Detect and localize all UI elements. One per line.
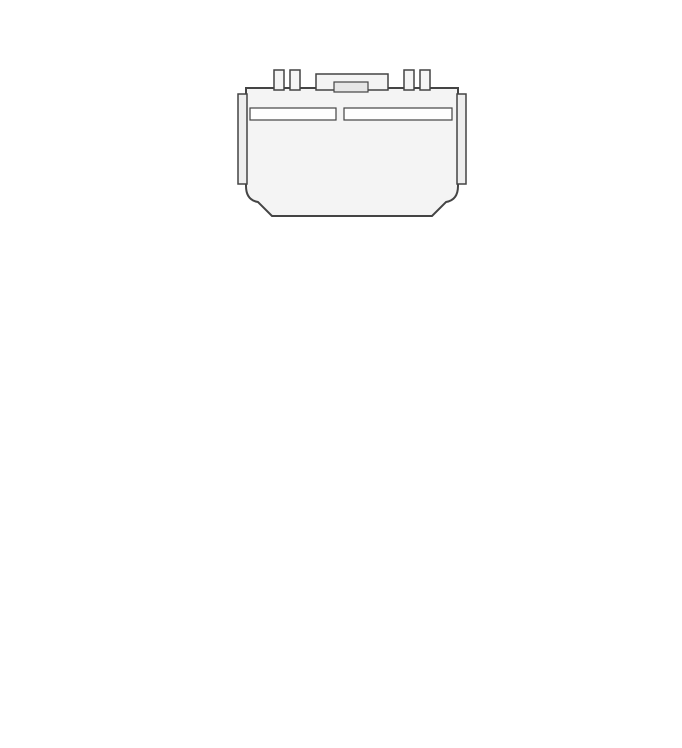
latch-right-1 (404, 70, 414, 90)
left-lock (238, 94, 247, 184)
right-lock (457, 94, 466, 184)
latch-center-inner (334, 82, 368, 92)
connector-diagram (236, 68, 468, 224)
latch-left-1 (274, 70, 284, 90)
connector-housing (246, 88, 458, 216)
key-left (250, 108, 336, 120)
latch-left-2 (290, 70, 300, 90)
latch-right-2 (420, 70, 430, 90)
key-right (344, 108, 452, 120)
